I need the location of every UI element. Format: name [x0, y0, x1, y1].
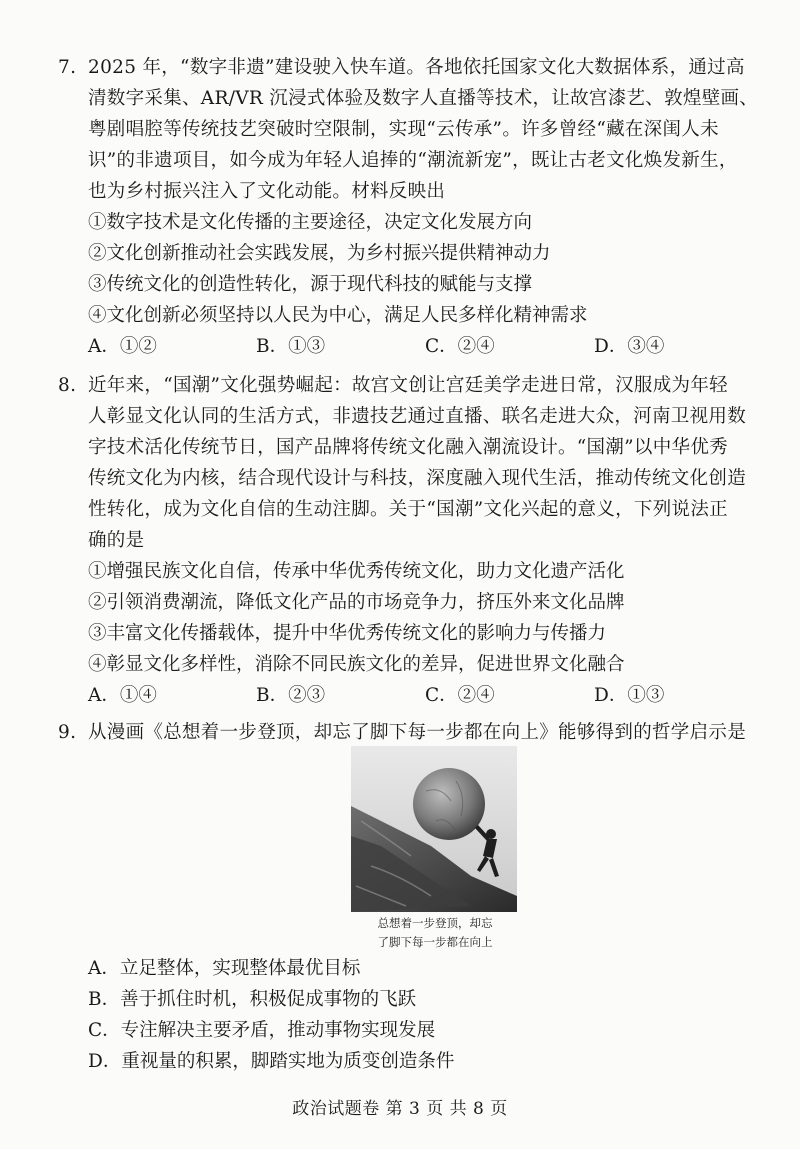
q8-number: 8.: [58, 375, 77, 396]
q9-option-d[interactable]: D．重视量的积累，脚踏实地为质变创造条件: [88, 1051, 455, 1072]
q7-statement: ③传统文化的创造性转化，源于现代科技的赋能与支撑: [88, 274, 533, 295]
q8-stem-line: 8. 近年来，“国潮”文化强势崛起：故宫文创让宫廷美学走进日常，汉服成为年轻: [58, 370, 778, 401]
q9-stem-line: 9. 从漫画《总想着一步登顶，却忘了脚下每一步都在向上》能够得到的哲学启示是: [58, 717, 778, 748]
q8-choice-b[interactable]: B．②③: [256, 685, 326, 706]
q8-stem-line: 传统文化为内核，结合现代设计与科技，深度融入现代生活，推动传统文化创造: [88, 468, 747, 489]
q8-choice-d[interactable]: D．①③: [594, 685, 665, 706]
q8-statement: ④彰显文化多样性，消除不同民族文化的差异，促进世界文化融合: [88, 654, 625, 675]
question-7: [58, 52, 778, 362]
q8-choice-c[interactable]: C．②④: [425, 685, 495, 706]
q7-choice-d[interactable]: D．③④: [594, 336, 665, 357]
sisyphus-boulder-illustration: [351, 746, 517, 912]
page-footer: 政治试题卷 第 3 页 共 8 页: [292, 1099, 508, 1119]
q7-choice-b[interactable]: B．①③: [256, 336, 326, 357]
cartoon-caption: [340, 914, 530, 952]
q9-number: 9.: [58, 722, 77, 743]
q9-options: [58, 953, 778, 1077]
q7-number: 7.: [58, 57, 77, 78]
q9-option-c[interactable]: C．专注解决主要矛盾，推动事物实现发展: [88, 1020, 436, 1041]
q8-statement: ③丰富文化传播载体，提升中华优秀传统文化的影响力与传播力: [88, 623, 607, 644]
q7-choice-c[interactable]: C．②④: [425, 336, 495, 357]
q7-stem-line: 清数字采集、AR/VR 沉浸式体验及数字人直播等技术，让故宫漆艺、敦煌壁画、: [88, 88, 759, 109]
q7-stem-line: 识”的非遗项目，如今成为年轻人追捧的“潮流新宠”，既让古老文化焕发新生，: [88, 150, 738, 171]
q7-stem-line: 粤剧唱腔等传统技艺突破时空限制，实现“云传承”。许多曾经“藏在深闺人未: [88, 119, 719, 140]
q7-choice-a[interactable]: A．①②: [88, 336, 157, 357]
q7-statement: ①数字技术是文化传播的主要途径，决定文化发展方向: [88, 212, 533, 233]
q8-stem-line: 性转化，成为文化自信的生动注脚。关于“国潮”文化兴起的意义，下列说法正: [88, 499, 728, 520]
q8-statement: ①增强民族文化自信，传承中华优秀传统文化，助力文化遗产活化: [88, 561, 625, 582]
q8-stem-line: 字技术活化传统节日，国产品牌将传统文化融入潮流设计。“国潮”以中华优秀: [88, 437, 728, 458]
cartoon-image: [351, 746, 517, 912]
caption-line: 了脚下每一步都在向上: [377, 935, 493, 949]
q7-statement: ④文化创新必须坚持以人民为中心，满足人民多样化精神需求: [88, 305, 588, 326]
q7-stem-line: 也为乡村振兴注入了文化动能。材料反映出: [88, 181, 446, 202]
q8-stem-line: 人彰显文化认同的生活方式，非遗技艺通过直播、联名走进大众，河南卫视用数: [88, 406, 747, 427]
q8-stem-line: 确的是: [88, 530, 145, 551]
q9-option-b[interactable]: B．善于抓住时机，积极促成事物的飞跃: [88, 989, 417, 1010]
q8-choices: [58, 680, 778, 711]
q8-statement: ②引领消费潮流，降低文化产品的市场竞争力，挤压外来文化品牌: [88, 592, 625, 613]
q9-option-a[interactable]: A．立足整体，实现整体最优目标: [88, 958, 361, 979]
q7-statement: ②文化创新推动社会实践发展，为乡村振兴提供精神动力: [88, 243, 551, 264]
question-8: [58, 370, 778, 711]
caption-line: 总想着一步登顶，却忘: [377, 916, 493, 930]
q8-choice-a[interactable]: A．①④: [88, 685, 157, 706]
q7-choices: [58, 331, 778, 362]
q7-stem-line: 7. 2025 年，“数字非遗”建设驶入快车道。各地依托国家文化大数据体系，通过高: [58, 52, 778, 83]
question-9: [58, 717, 778, 748]
